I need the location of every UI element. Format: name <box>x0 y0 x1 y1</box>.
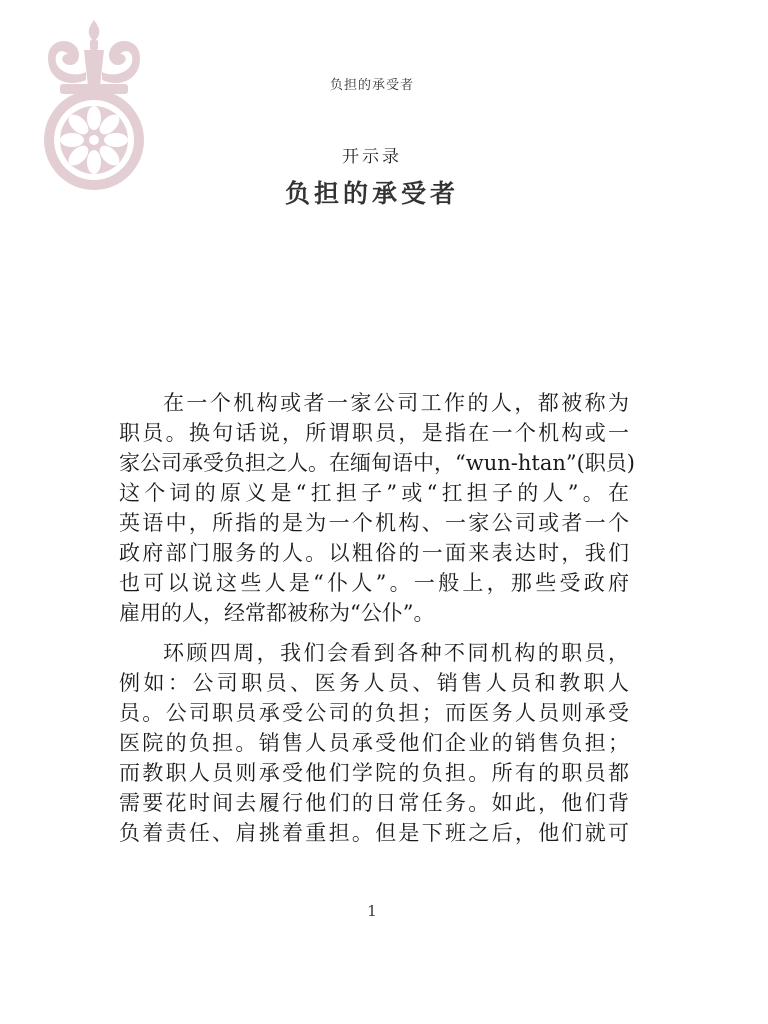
chapter-label: 开示录 <box>342 147 402 167</box>
paragraph-2 <box>119 638 629 848</box>
text-line: 英语中，所指的是为一个机构、一家公司或者一个 <box>119 511 629 535</box>
text-line: 员。公司职员承受公司的负担；而医务人员则承受 <box>119 701 629 725</box>
paragraph-1 <box>119 388 635 628</box>
text-line: 也可以说这些人是“仆人”。一般上，那些受政府 <box>119 571 629 595</box>
chapter-title: 负担的承受者 <box>284 179 459 208</box>
body-text <box>119 388 635 858</box>
text-line: 雇用的人，经常都被称为“公仆”。 <box>119 601 435 625</box>
page-number: 1 <box>367 902 377 920</box>
text-line: 职员。换句话说，所谓职员，是指在一个机构或一 <box>119 421 629 445</box>
running-header: 负担的承受者 <box>329 78 414 93</box>
text-line: 家公司承受负担之人。在缅甸语中，“wun-htan”(职员) <box>119 451 635 475</box>
text-line: 而教职人员则承受他们学院的负担。所有的职员都 <box>119 761 629 785</box>
text-line: 需要花时间去履行他们的日常任务。如此，他们背 <box>119 791 629 815</box>
text-line: 例如：公司职员、医务人员、销售人员和教职人 <box>119 671 629 695</box>
text-line: 政府部门服务的人。以粗俗的一面来表达时，我们 <box>119 541 629 565</box>
text-line: 负着责任、肩挑着重担。但是下班之后，他们就可 <box>119 821 629 845</box>
text-line: 环顾四周，我们会看到各种不同机构的职员， <box>163 641 629 665</box>
text-line: 在一个机构或者一家公司工作的人，都被称为 <box>163 391 629 415</box>
text-line: 这个词的原义是“扛担子”或“扛担子的人”。在 <box>119 481 629 505</box>
text-line: 医院的负担。销售人员承受他们企业的销售负担； <box>119 731 629 755</box>
